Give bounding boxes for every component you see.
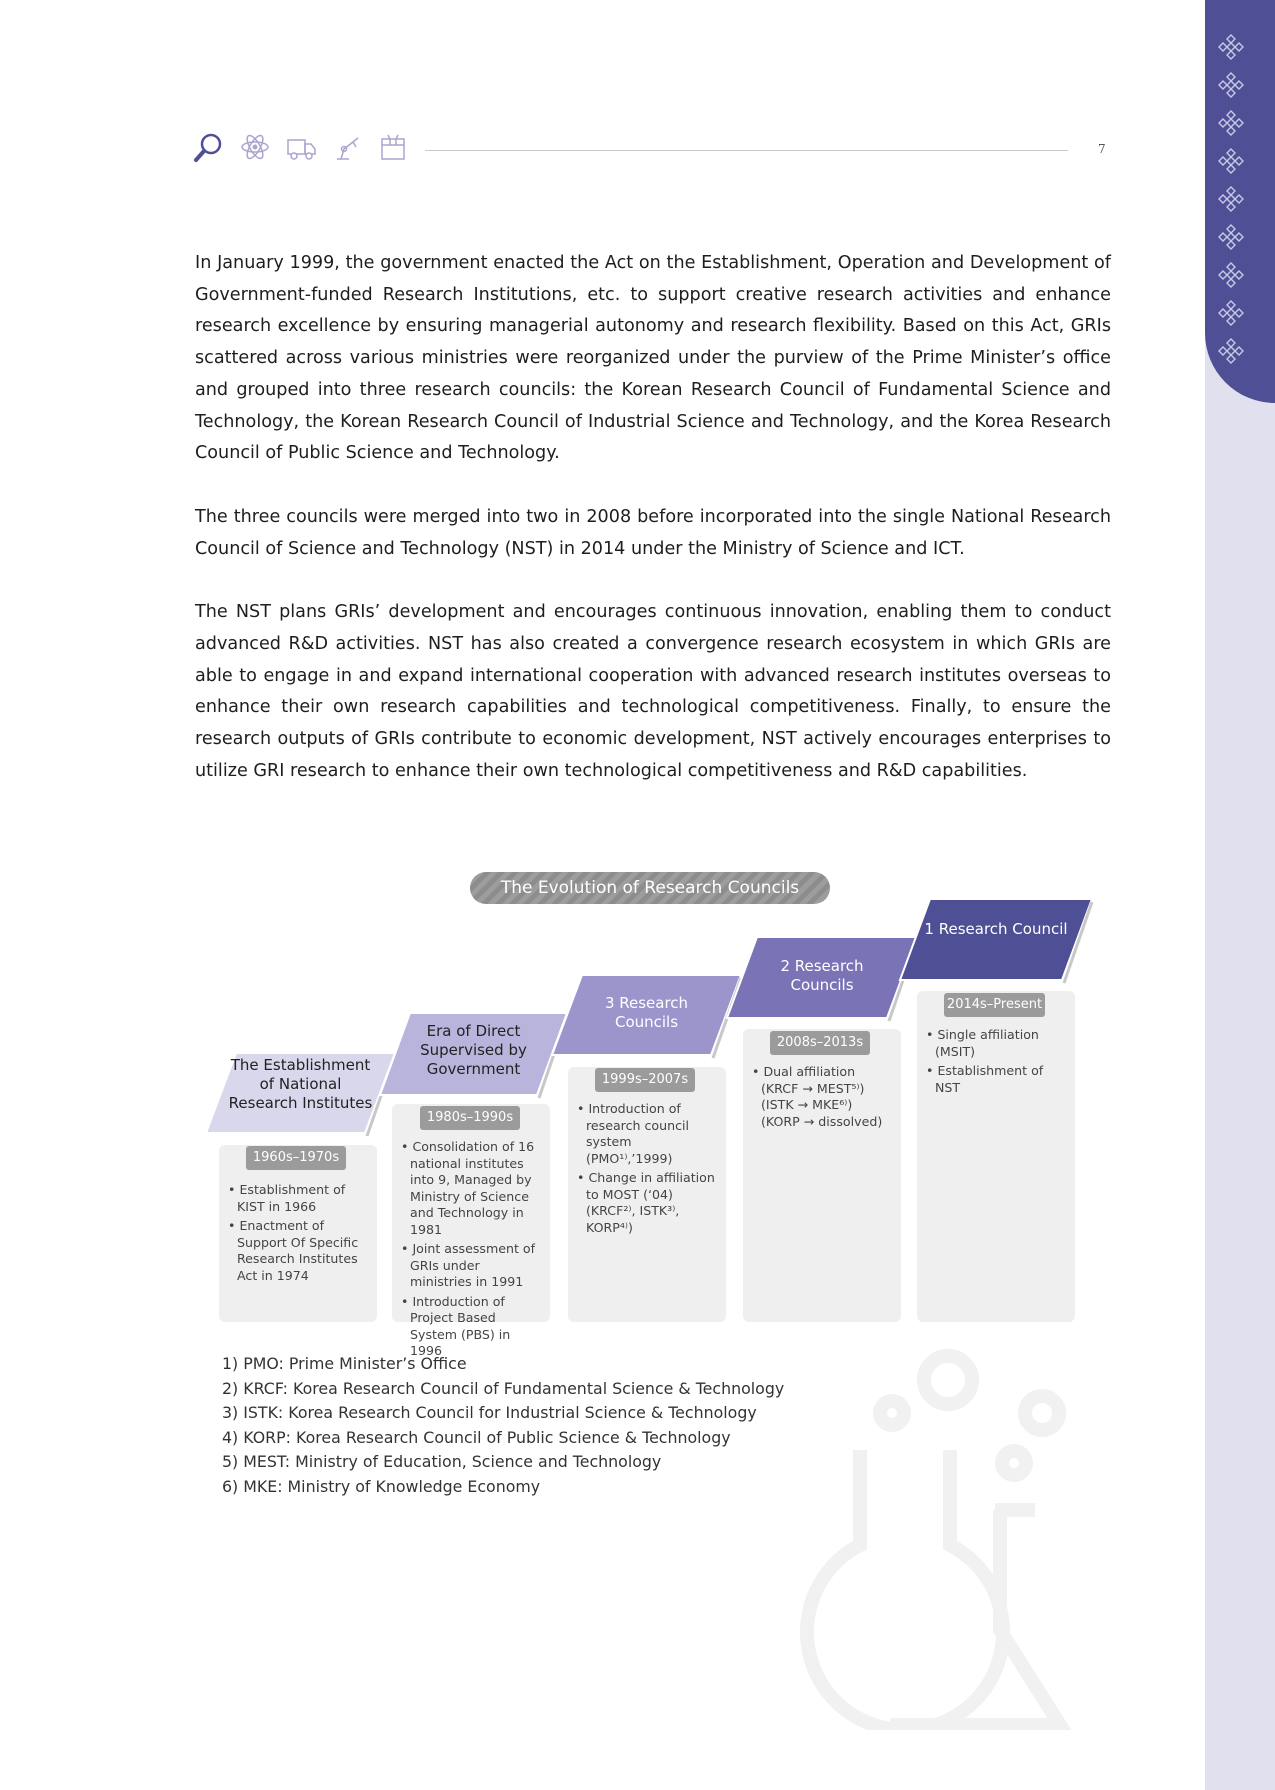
footnote: 3) ISTK: Korea Research Council for Industrial Science & Technology xyxy=(222,1403,757,1423)
step-label: Era of Direct Supervised by Government xyxy=(420,1022,527,1078)
step-label: 1 Research Council xyxy=(924,920,1068,938)
footnote: 4) KORP: Korea Research Council of Public Science & Technology xyxy=(222,1427,731,1447)
step-bullets xyxy=(926,1027,1066,1099)
step-shape xyxy=(900,899,1092,980)
paragraph: The NST plans GRIs’ development and encourages continuous innovation, enabling them to conduct advanced R&D activities. NST has also created a convergence research ecosystem in which GRIs are able to engage in and expand international cooperation with advanced research institutes overseas to enhance their own research capabilities and technological competitiveness. Finally, to ensure the research outputs of GRIs contribute to economic development, NST actively encourages enterprises to utilize GRI research to enhance their own technological competitiveness and R&D capabilities. xyxy=(195,602,1111,781)
footnote: 6) MKE: Ministry of Knowledge Economy xyxy=(222,1476,541,1496)
bullet-item: • Establishment of KIST in 1966 xyxy=(228,1182,368,1215)
bullet-item: • Establishment of NST xyxy=(926,1063,1066,1096)
footnotes xyxy=(222,1352,784,1500)
figure-title: The Evolution of Research Councils xyxy=(470,872,830,904)
bullet-item: • Single affiliation (MSIT) xyxy=(926,1027,1066,1060)
bullet-item: • Enactment of Support Of Specific Research Institutes Act in 1974 xyxy=(228,1218,368,1284)
period-badge: 1980s–1990s xyxy=(420,1106,520,1130)
step-bullets xyxy=(752,1064,892,1133)
step-bullets xyxy=(401,1139,541,1363)
paragraph: The three councils were merged into two in 2008 before incorporated into the single National Research Council of Science and Technology (NST) in 2014 under the Ministry of Science and ICT. xyxy=(195,506,1111,559)
page-number: 7 xyxy=(1098,142,1106,156)
bullet-item: • Introduction of research council system (PMO¹⁾,’1999) xyxy=(577,1101,717,1167)
bullet-item: • Joint assessment of GRIs under ministries in 1991 xyxy=(401,1241,541,1291)
step-label: 3 Research Councils xyxy=(604,994,689,1031)
step-bullets xyxy=(577,1101,717,1239)
period-badge: 1960s–1970s xyxy=(246,1146,346,1170)
footnote: 1) PMO: Prime Minister’s Office xyxy=(222,1354,467,1373)
footnote: 2) KRCF: Korea Research Council of Fundamental Science & Technology xyxy=(222,1378,785,1398)
step-label: The Establishment of National Research Institutes xyxy=(228,1056,373,1112)
bullet-item: • Dual affiliation (KRCF → MEST⁵⁾) (ISTK → MKE⁶⁾) (KORP → dissolved) xyxy=(752,1064,892,1130)
period-badge: 1999s–2007s xyxy=(595,1068,695,1092)
step-label: 2 Research Councils xyxy=(780,957,864,994)
bullet-item: • Change in affiliation to MOST (‘04) (KRCF²⁾, ISTK³⁾, KORP⁴⁾) xyxy=(577,1170,717,1236)
period-badge: 2014s–Present xyxy=(944,993,1045,1017)
flask-watermark-icon xyxy=(780,1340,1120,1730)
paragraph: In January 1999, the government enacted the Act on the Establishment, Operation and Development of Government-funded Research Institutions, etc. to support creative research activities and enhance research excellence by ensuring managerial autonomy and research flexibility. Based on this Act, GRIs scattered across various ministries were reorganized under the purview of the Prime Minister’s office and grouped into three research councils: the Korean Research Council of Fundamental Science and Technology, the Korean Research Council of Industrial Science and Technology, and the Korea Research Council of Public Science and Technology. xyxy=(195,253,1111,464)
step-bullets xyxy=(228,1182,368,1287)
period-badge: 2008s–2013s xyxy=(770,1031,870,1055)
footnote: 5) MEST: Ministry of Education, Science and Technology xyxy=(222,1452,662,1472)
bullet-item: • Introduction of Project Based System (PBS) in 1996 xyxy=(401,1294,541,1360)
bullet-item: • Consolidation of 16 national institutes into 9, Managed by Ministry of Science and Technology in 1981 xyxy=(401,1139,541,1238)
